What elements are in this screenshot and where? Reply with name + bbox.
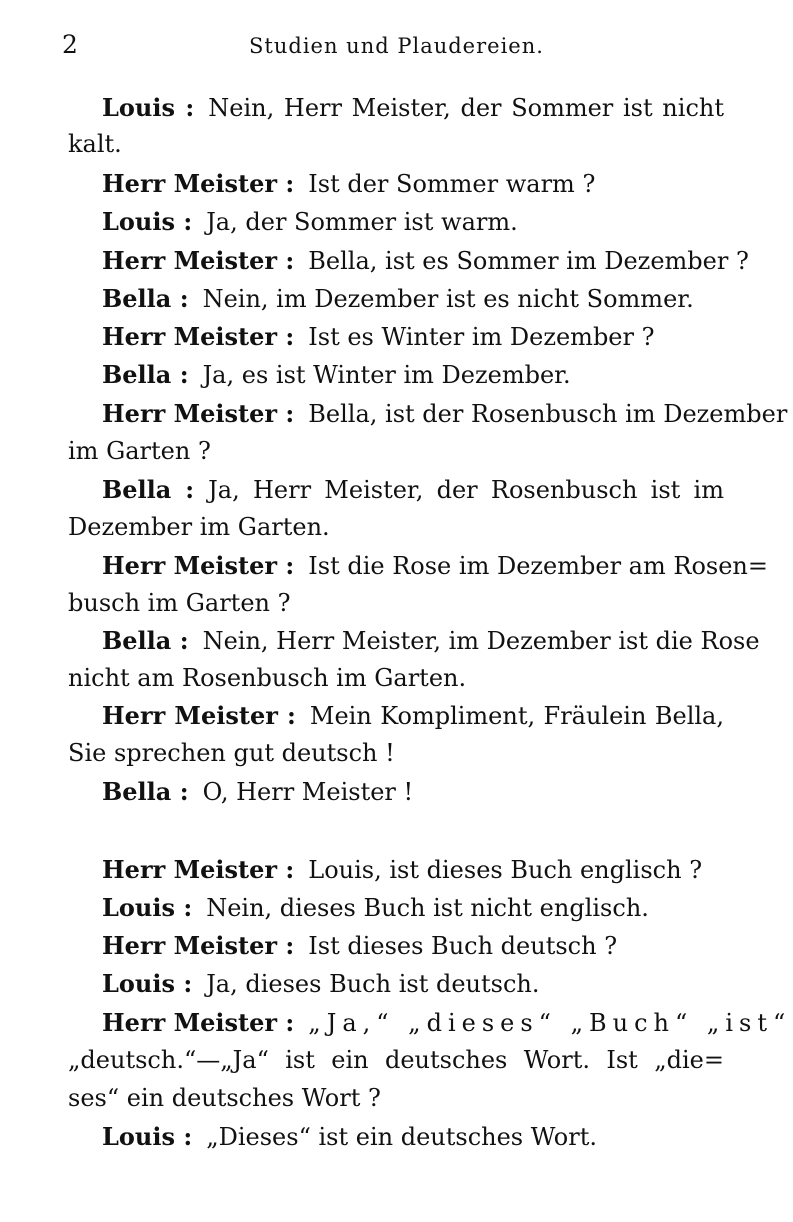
speaker: Louis :: [102, 93, 195, 122]
utterance: Nein, Herr Meister, im Dezember ist die Rose: [202, 627, 760, 655]
running-title: Studien und Plaudereien.: [249, 34, 544, 58]
utterance: „Dieses“ ist ein deutsches Wort.: [206, 1123, 597, 1151]
dialogue-line: [102, 774, 724, 810]
continuation-line: [68, 1042, 724, 1078]
utterance: Bella, ist es Sommer im Dezember ?: [308, 247, 749, 275]
utterance: ses“ ein deutsches Wort ?: [68, 1084, 381, 1112]
speaker: Bella :: [102, 626, 189, 655]
speaker: Herr Meister :: [102, 701, 296, 730]
speaker: Bella :: [102, 360, 189, 389]
dialogue-line: [102, 852, 724, 888]
dialogue-line: [102, 357, 724, 393]
dialogue-line: [102, 698, 724, 734]
dialogue-line: [102, 472, 724, 508]
speaker: Louis :: [102, 207, 193, 236]
utterance: Nein, Herr Meister, der Sommer ist nicht: [208, 94, 724, 122]
dialogue-line: [102, 890, 724, 926]
dialogue-line: [102, 243, 749, 279]
utterance: kalt.: [68, 130, 122, 158]
speaker: Louis :: [102, 969, 193, 998]
dialogue-line: [102, 1119, 724, 1155]
dialogue-line: [102, 90, 724, 126]
speaker: Herr Meister :: [102, 551, 295, 580]
dialogue-line: [102, 623, 760, 659]
dialogue-line: [102, 396, 788, 432]
dialogue-line: [102, 166, 724, 202]
utterance: nicht am Rosenbusch im Garten.: [68, 664, 467, 692]
running-header: [0, 30, 793, 66]
utterance: Ja, Herr Meister, der Rosenbusch ist im: [208, 476, 724, 504]
utterance: Ja, es ist Winter im Dezember.: [202, 361, 571, 389]
utterance: busch im Garten ?: [68, 589, 291, 617]
dialogue-line: [102, 1005, 792, 1041]
dialogue-line: [102, 928, 724, 964]
utterance: Ist es Winter im Dezember ?: [308, 323, 655, 351]
speaker: Herr Meister :: [102, 169, 295, 198]
page-number: 2: [62, 30, 78, 59]
utterance: „deutsch.“—„Ja“ ist ein deutsches Wort. Ist „die=: [68, 1046, 724, 1074]
continuation-line: [68, 433, 724, 469]
dialogue-line: [102, 548, 768, 584]
speaker: Herr Meister :: [102, 1008, 295, 1037]
dialogue-line: [102, 281, 724, 317]
utterance: Mein Kompliment, Fräulein Bella,: [309, 702, 724, 730]
utterance: „Ja,“ „dieses“ „Buch“ „ist“: [308, 1009, 792, 1037]
speaker: Herr Meister :: [102, 931, 295, 960]
utterance: im Garten ?: [68, 437, 211, 465]
speaker: Louis :: [102, 893, 193, 922]
utterance: Nein, im Dezember ist es nicht Sommer.: [202, 285, 694, 313]
continuation-line: [68, 1080, 724, 1116]
utterance: Dezember im Garten.: [68, 513, 330, 541]
speaker: Herr Meister :: [102, 322, 295, 351]
utterance: Ist der Sommer warm ?: [308, 170, 596, 198]
utterance: Ist die Rose im Dezember am Rosen=: [308, 552, 768, 580]
continuation-line: [68, 509, 724, 545]
utterance: Ist dieses Buch deutsch ?: [308, 932, 618, 960]
dialogue-line: [102, 319, 724, 355]
continuation-line: [68, 735, 724, 771]
speaker: Louis :: [102, 1122, 193, 1151]
speaker: Bella :: [102, 475, 195, 504]
speaker: Bella :: [102, 777, 189, 806]
speaker: Bella :: [102, 284, 189, 313]
dialogue-line: [102, 204, 724, 240]
dialogue-line: [102, 966, 724, 1002]
speaker: Herr Meister :: [102, 855, 295, 884]
utterance: Bella, ist der Rosenbusch im Dezember: [308, 400, 788, 428]
continuation-line: [68, 660, 724, 696]
speaker: Herr Meister :: [102, 399, 295, 428]
utterance: Ja, der Sommer ist warm.: [206, 208, 518, 236]
utterance: Ja, dieses Buch ist deutsch.: [206, 970, 540, 998]
continuation-line: [68, 585, 724, 621]
speaker: Herr Meister :: [102, 246, 295, 275]
utterance: Sie sprechen gut deutsch !: [68, 739, 395, 767]
utterance: Louis, ist dieses Buch englisch ?: [308, 856, 703, 884]
utterance: O, Herr Meister !: [202, 778, 414, 806]
continuation-line: [68, 126, 724, 162]
utterance: Nein, dieses Buch ist nicht englisch.: [206, 894, 649, 922]
